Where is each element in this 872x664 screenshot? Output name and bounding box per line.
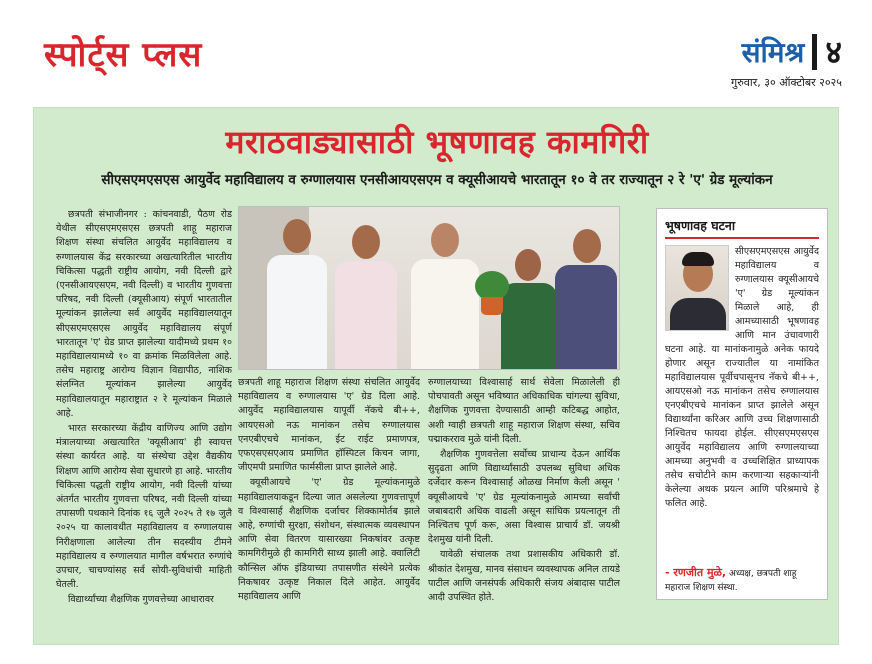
plant-pot (481, 297, 503, 315)
paragraph: शैक्षणिक गुणवत्तेला सर्वोच्च प्राधान्य देऊन आर्थिक सुदृढता आणि विद्यार्थ्यांसाठी उपलब्ध सुविधा अधिक दर्जेदार करून विश्वासार्ह ओळख निर्माण केली असून ' क्यूसीआयचे 'ए' ग्रेड मूल्यांकनामुळे आमच्या सर्वांची जबाबदारी अधिक वाढली असून सांघिक प्रयत्नातून ती निश्चितच पूर्ण करू, असा विश्वास प्राचार्य डॉ. जयश्री देशमुख यांनी दिली. (428, 449, 620, 546)
person-1 (267, 219, 327, 369)
paragraph: छत्रपती संभाजीनगर : कांचनवाडी, पैठण रोड येथील सीएसएमएसएस छत्रपती शाहू महाराज शिक्षण संस्था संचलित आयुर्वेद महाविद्यालय व रुग्णालयास केंद्र सरकारच्या अखत्यारितील भारतीय चिकित्सा पद्धती राष्ट्रीय आयोग, नवी दिल्ली द्वारे (एनसीआयएसएम, नवी दिल्ली) व भारतीय गुणवत्ता परिषद, नवी दिल्ली (क्यूसीआय) संपूर्ण भारतातील मूल्यांकन झालेल्या सर्व आयुर्वेद महाविद्यालयातून सीएसएमएसएस आयुर्वेद महाविद्यालय संपूर्ण भारतातून 'ए' ग्रेड प्राप्त झालेल्या यादीमध्ये प्रथम १० महाविद्यालयामध्ये १० वा क्रमांक मिळविलेला आहे. तसेच महाराष्ट्र आरोग्य विज्ञान विद्यापीठ, नाशिक संलग्नित मूल्यांकन झालेल्या आयुर्वेद महाविद्यालयातून महाराष्ट्रात २ रे मूल्यांकन मिळाले आहे. (56, 209, 232, 419)
signature-role: अध्यक्ष, छत्रपती शाहू महाराज शिक्षण संस्था. (665, 569, 797, 593)
article-subheadline: सीएसएमएसएस आयुर्वेद महाविद्यालय व रुग्णालयास एनसीआयएसएम व क्यूसीआयचे भारतातून १० वे तर राज्यातून २ रे 'ए' ग्रेड मूल्यांकन (101, 172, 773, 188)
masthead-section-title: स्पोर्ट्स प्लस (44, 35, 203, 75)
paragraph: विद्यार्थ्यांच्या शैक्षणिक गुणवत्तेच्या आधारावर (68, 594, 214, 606)
article-headline: मराठवाड्यासाठी भूषणावह कामगिरी (225, 123, 649, 161)
sidebar-title: भूषणावह घटना (665, 217, 819, 239)
masthead-divider (812, 34, 817, 70)
person-4 (501, 249, 557, 369)
sidebar-quote: सीएसएमएसएस आयुर्वेद महाविद्यालय व रुग्णालयास क्यूसीआयचे 'ए' ग्रेड मूल्यांकन मिळाले आहे, ही आमच्यासाठी भूषणावह आणि मान उंचावणारी घटना आहे. या मानांकनामुळे अनेक फायदे होणार असून राज्यातील या नामांकित महाविद्यालयास पूर्वीचपासूनच नॅकचे बी++, आयएसओ नऊ मानांकन तसेच रुग्णालयास एनएबीएचचे मानांकन प्राप्त झालेले असून विद्यार्थ्यांना करिअर आणि उच्च शिक्षणासाठी निश्चितच फायदा होईल. सीएसएमएसएस आयुर्वेद महाविद्यालय आणि रुग्णालयाच्या आमच्या अनुभवी व उच्चशिक्षित प्राध्यापक तसेच सचोटीने काम करणाऱ्या सहकाऱ्यांनी केलेल्या अथक प्रयत्न आणि परिश्रमाचे हे फलित आहे. (665, 246, 819, 509)
paragraph: भारत सरकारच्या केंद्रीय वाणिज्य आणि उद्योग मंत्रालयाच्या अखत्यारित 'क्यूसीआय' ही स्वायत्त संस्था कार्यरत आहे. या संस्थेचा उद्देश वैद्यकीय शिक्षण आणि आरोग्य सेवा सुधारणे हा आहे. भारतीय चिकित्सा पद्धती राष्ट्रीय आयोग, नवी दिल्ली यांच्या अंतर्गत भारतीय गुणवत्ता परिषद, नवी दिल्ली यांच्या तपासणी पथकाने दिनांक १६ जुलै २०२५ ते १७ जुलै २०२५ या कालावधीत महाविद्यालय व रुग्णालयास निरीक्षणाला आलेल्या तीन सदस्यीय टीमने महाविद्यालय व रुग्णालयात मागील वर्षभरात रुग्णांचे उपचार, चाचण्यांसह सर्व सोयी-सुविधांची माहिती घेतली. (56, 423, 232, 591)
paper-name: संमिश्र (741, 35, 805, 69)
article-column-1 (56, 208, 232, 638)
paragraph: रुग्णालयाच्या विश्वासार्ह सार्थ सेवेला मिळालेली ही पोचपावती असून भविष्यात अधिकाधिक चांगल्या सुविधा, शैक्षणिक गुणवत्ता देण्यासाठी आम्ही कटिबद्ध आहोत, अशी ग्वाही छत्रपती शाहू महाराज शिक्षण संस्था, सचिव पद्माकरराव मुळे यांनी दिली. (428, 377, 620, 445)
portrait-photo (665, 245, 729, 331)
signature-name: - रणजीत मुळे, (665, 566, 727, 579)
paragraph: छत्रपती शाहू महाराज शिक्षण संस्था संचलित आयुर्वेद महाविद्यालय व रुग्णालयास 'ए' ग्रेड दिला आहे. आयुर्वेद महाविद्यालयास यापूर्वी नॅकचे बी++, आयएसओ नऊ मानांकन तसेच रुग्णालयास एनएबीएचचे मानांकन, ईट राईट प्रमाणपत्र, एफएसएसएआय प्रमाणित हॉस्पिटल किचन जागा, जीएमपी प्रमाणित फार्मसीला प्राप्त झालेले आहे. (238, 377, 420, 474)
masthead-row (731, 30, 842, 73)
sidebar-signature (665, 565, 819, 593)
date-line: गुरुवार, ३० ऑक्टोबर २०२५ (731, 76, 842, 89)
paragraph: क्यूसीआयचे 'ए' ग्रेड मूल्यांकनामुळे महाविद्यालयाकडून दिल्या जात असलेल्या गुणवत्तापूर्ण व विश्वासार्ह शैक्षणिक दर्जाचर शिक्कामोर्तब झाले आहे, रुग्णांची सुरक्षा, संशोधन, संस्थात्मक व्यवस्थापन आणि सेवा वितरण यासारख्या निकषांवर उत्कृष्ट कामगिरीमुळे ही कामगिरी साध्य झाली आहे. क्वालिटी कौन्सिल ऑफ इंडियाच्या तपासणीत संस्थेने प्रत्येक निकषावर उत्कृष्ट निकाल दिले आहेत. आयुर्वेद महाविद्यालय आणि (238, 477, 420, 603)
article-panel (33, 107, 839, 645)
sidebar-box (656, 208, 828, 600)
paragraph: यावेळी संचालक तथा प्रशासकीय अधिकारी डॉ. श्रीकांत देशमुख, मानव संसाधन व्यवस्थापक अनिल तायडे पाटील आणि जनसंपर्क अधिकारी संजय अंबादास पाटील आदी उपस्थित होते. (428, 549, 620, 604)
group-photo (238, 206, 620, 370)
article-column-3 (428, 376, 620, 638)
article-column-2 (238, 376, 420, 638)
person-2 (335, 225, 397, 369)
person-3 (411, 223, 479, 369)
masthead-right (731, 30, 842, 90)
page-number: ४ (825, 33, 842, 71)
person-5 (555, 229, 617, 369)
